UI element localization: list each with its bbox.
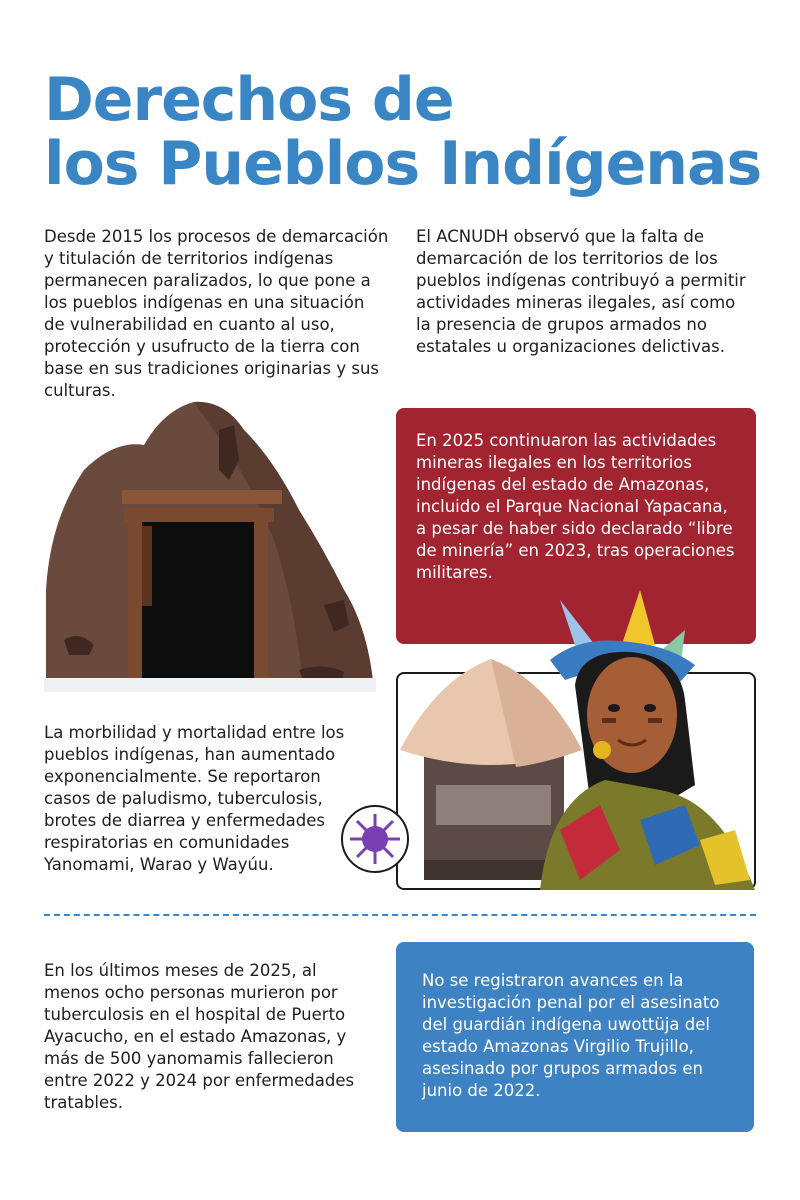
section-divider — [44, 914, 756, 916]
acnudh-paragraph: El ACNUDH observó que la falta de demarcación de los territorios de los pueblos indígenas contribuyó a permitir actividades mineras ilegales, así como la presencia de grupos armados no estatales u organizaciones delictivas. — [416, 227, 746, 356]
investigation-text: No se registraron avances en la investigación penal por el asesinato del guardián indígena uwottüja del estado Amazonas Virgilio Trujillo, asesinado por grupos armados en junio de 2022. — [422, 971, 720, 1100]
title-line-1: Derechos de — [44, 65, 454, 135]
title-line-2: los Pueblos Indígenas — [44, 129, 762, 199]
investigation-box — [396, 942, 754, 1132]
deaths-paragraph: En los últimos meses de 2025, al menos ocho personas murieron por tuberculosis en el hospital de Puerto Ayacucho, en el estado Amazonas, y más de 500 yanomamis fallecieron entre 2022 y 2024 por enfermedades tratables. — [44, 961, 355, 1112]
page-title — [44, 65, 764, 199]
indigenous-woman-illustration — [520, 590, 760, 890]
mining-2025-text: En 2025 continuaron las actividades mineras ilegales en los territorios indígenas del estado de Amazonas, incluido el Parque Nacional Yapacana, a pesar de haber sido declarado “libre de minería” en 2023, tras operaciones militares. — [416, 431, 735, 582]
mine-entrance-illustration — [44, 400, 376, 692]
intro-paragraph: Desde 2015 los procesos de demarcación y titulación de territorios indígenas permanecen paralizados, lo que pone a los pueblos indígenas en una situación de vulnerabilidad en cuanto al uso, protección y usufructo de la tierra con base en sus tradiciones originarias y sus culturas. — [44, 227, 389, 400]
virus-icon — [340, 804, 410, 874]
health-paragraph: La morbilidad y mortalidad entre los pueblos indígenas, han aumentado exponencialmente. Se reportaron casos de paludismo, tuberculosis, brotes de diarrea y enfermedades respiratorias en comunidades Yanomami, Warao y Wayúu. — [44, 723, 345, 874]
